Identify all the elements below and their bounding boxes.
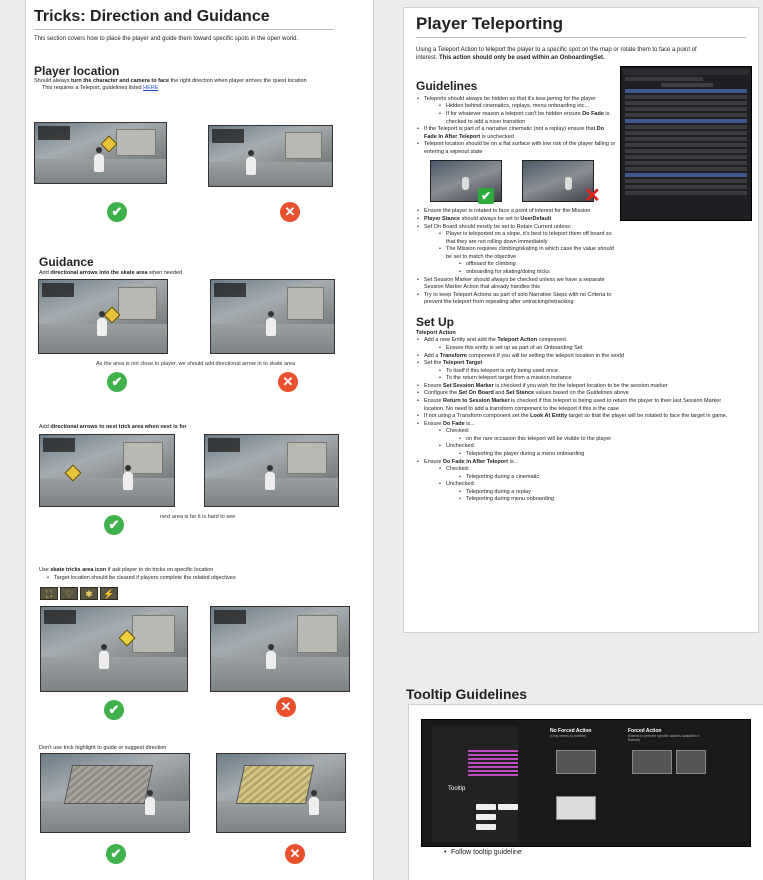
text-run: component. [537, 337, 568, 344]
sub-list [438, 345, 741, 353]
text-run: is checked if you wish for the teleport location to be the session marker [493, 382, 668, 389]
list-item [438, 111, 618, 126]
text-run: Add [39, 424, 51, 430]
building [287, 442, 327, 474]
inspector-row [625, 101, 747, 105]
player-character [145, 797, 155, 815]
setup-list [416, 337, 741, 504]
trick-icon-bullets [46, 575, 346, 583]
sub-list [438, 368, 741, 383]
rooftop [63, 765, 153, 804]
text-run: when needed [147, 270, 183, 276]
heart-trick-icon: ♡ [60, 587, 78, 600]
list-item [416, 459, 741, 504]
inspector-row [625, 77, 703, 81]
text-run: Ensure [424, 397, 443, 404]
inspector-panel-screenshot [620, 66, 752, 221]
red-x-icon: ✕ [584, 185, 601, 208]
example-thumbnail [676, 750, 706, 774]
street-area [211, 657, 349, 691]
trick-area-icon: ⛶ [40, 587, 58, 600]
page-title: Player Teleporting [416, 14, 564, 33]
highlight-good-screenshot [40, 753, 190, 833]
text-run: This requires a Teleport, guidelines listed [42, 85, 144, 92]
text-run: is... [464, 420, 475, 427]
list-item: • Ensure the player is rotated to face a point of interest for the Mission [416, 208, 616, 216]
text-run: is checked if this teleport is being used to return the player to their last Session Marker location. No need to add a transform component to the teleport if this is the case [424, 397, 722, 412]
text-bold: Transform [439, 352, 467, 359]
list-item [416, 413, 741, 421]
hud-panel [42, 283, 74, 297]
text-bold: Do Fade in After Teleport [442, 458, 509, 465]
column-subheading: (Needs to perform specific actions available in feature) [628, 734, 700, 742]
text-run: If for whatever reason a teleport can't be hidden ensure [446, 110, 583, 117]
bad-location-screenshot [208, 125, 333, 187]
sub-list [438, 466, 741, 504]
check-icon: ✔ [106, 844, 126, 864]
text-run: is checked to add a nicer transition [446, 110, 610, 125]
next-trick-caption: next area is far it is hard to see [160, 514, 236, 520]
tooltip-bullets [443, 848, 643, 858]
street-area [41, 801, 189, 832]
player-character [462, 177, 469, 190]
building [287, 287, 324, 320]
tooltip-guidelines-page [409, 705, 763, 880]
hud-panel [212, 129, 244, 143]
text-bold: directional arrows into the skate area [50, 270, 148, 276]
inspector-row [625, 155, 747, 159]
player-character [99, 651, 109, 669]
inspector-row [625, 113, 747, 117]
trick-icon-good-screenshot [40, 606, 188, 692]
text-run: Ensure [424, 382, 443, 389]
list-item: • Teleporting during a replay [458, 489, 741, 497]
text-run: component if you will be setting the teleport location in the world [466, 352, 624, 359]
building [118, 287, 156, 320]
inspector-row [625, 167, 747, 171]
text-run: Ensure [424, 420, 443, 427]
text-bold: turn the character and camera to face [71, 78, 170, 84]
text-run: Checked: [446, 466, 470, 473]
title-divider [416, 37, 746, 38]
text-bold: skate tricks area icon [50, 567, 107, 573]
list-item: • offboard for climbing [458, 261, 618, 269]
inspector-row-highlight [625, 119, 747, 123]
list-item [416, 224, 616, 277]
list-item: • Teleporting during menu onboarding [458, 496, 741, 504]
building [285, 132, 322, 159]
text-run: should always be set to [460, 215, 521, 222]
list-item: • To itself if this teleport is only being used once [438, 368, 741, 376]
teleport-reference [34, 85, 365, 92]
list-item: • Hidden behind cinematics, replays, menu onboarding etc... [438, 103, 618, 111]
bolt-trick-icon: ⚡ [100, 587, 118, 600]
player-character [123, 472, 133, 490]
list-item: • on the rare occasion this teleport will be visible to the player [458, 436, 741, 444]
list-item [438, 246, 618, 276]
text-run: Add a new Entity and add the [424, 337, 498, 344]
direction-arrow [101, 136, 118, 153]
player-character [266, 318, 276, 336]
hud-panel [43, 438, 75, 452]
list-item [438, 466, 741, 481]
list-item: • Ensure this entity is set up as part of an Onboarding Set [438, 345, 741, 353]
no-forced-action-column [550, 728, 622, 838]
inspector-row [625, 143, 747, 147]
list-item [416, 216, 616, 224]
column-heading: No Forced Action [550, 728, 592, 734]
player-character [97, 318, 107, 336]
spec-note-line [468, 762, 518, 764]
text-bold: Set Stance [505, 390, 535, 397]
cross-icon: ✕ [280, 202, 300, 222]
list-item [416, 421, 741, 459]
list-item [438, 428, 741, 443]
check-icon: ✔ [104, 515, 124, 535]
text-run: values based on the Guidelines above [534, 390, 629, 397]
spec-note-line [468, 758, 518, 760]
sub-list [438, 231, 618, 276]
text-run: is unchecked [480, 133, 514, 140]
player-character [94, 154, 104, 172]
inspector-row [625, 185, 747, 189]
hud-panel [214, 283, 246, 297]
building [132, 615, 176, 653]
example-thumbnail [556, 750, 596, 774]
next-trick-text [39, 424, 359, 431]
spec-note-line [468, 750, 518, 752]
intro-text: This section covers how to place the player and guide them toward specific spots in the open world. [34, 36, 299, 42]
forced-action-column [628, 728, 700, 838]
sub-list [438, 428, 741, 458]
example-thumbnail [632, 750, 672, 774]
tooltip-guidelines-title: Tooltip Guidelines [406, 686, 528, 702]
text-run: Should always [34, 78, 71, 84]
text-run: Set On Board should mostly be set to Retain Current unless: [424, 223, 572, 230]
sub-sub-list [458, 474, 741, 482]
list-item: • Teleport location should be on a flat surface with low risk of the player falling or entering a wipeout state [416, 141, 616, 156]
teleport-action-subheading: Teleport Action [416, 329, 456, 336]
list-item [438, 443, 741, 458]
trick-icon-text [39, 567, 359, 574]
list-item: • Target location should be cleared if players complete the related objectives [46, 575, 346, 583]
inspector-header [623, 69, 749, 75]
text-run: Using a Teleport Action to teleport the player to a specific spot on the map or rotate them to face a point of interest. [416, 47, 697, 62]
text-bold: directional arrows to next trick area when next is for [50, 424, 187, 430]
cross-icon: ✕ [278, 372, 298, 392]
player-character [246, 157, 256, 175]
highlight-bad-screenshot [216, 753, 346, 833]
list-item [416, 383, 741, 391]
text-bold: Teleport Target [442, 360, 483, 367]
inspector-row [625, 125, 747, 129]
text-bold: Player Stance [424, 215, 461, 222]
street-area [41, 657, 187, 691]
building [297, 615, 338, 653]
text-bold: This action should only be used within an OnboardingSet. [439, 55, 605, 62]
guidance-text [39, 270, 359, 277]
text-bold: Do Fade [582, 110, 604, 117]
text-run: Configure the [424, 390, 459, 397]
spec-note-line [468, 774, 518, 776]
column-heading: Forced Action [628, 728, 662, 734]
list-item: • Set Session Marker should always be checked unless we have a separate Session Marker Action that already handles this [416, 277, 616, 292]
good-location-screenshot [34, 122, 167, 184]
list-item: • Teleporting the player during a menu onboarding [458, 451, 741, 459]
tooltip-label-panel [432, 726, 518, 842]
inspector-row [625, 149, 747, 153]
list-item: • onboarding for skating/doing tricks [458, 269, 618, 277]
cross-icon: ✕ [276, 697, 296, 717]
text-run: and [493, 390, 506, 397]
list-item [416, 398, 741, 413]
player-character [309, 797, 319, 815]
guidance-heading: Guidance [39, 255, 94, 269]
tooltip-sample-box [476, 804, 496, 810]
skate-area-arrow-screenshot [38, 279, 168, 354]
cross-icon: ✕ [285, 844, 305, 864]
text-run: the right direction when player arrives the quest location [169, 78, 307, 84]
example-thumbnail [556, 796, 596, 820]
text-run: Use [39, 567, 51, 573]
guidance-caption: As the area is not close to player, we should add directional arrow in to skate area [96, 361, 296, 367]
text-bold: Look At Entity [530, 413, 568, 420]
text-run: Ensure [424, 458, 443, 465]
sub-list [438, 103, 618, 126]
inspector-row [625, 95, 747, 99]
text-run: is... [508, 458, 519, 465]
text-run: if ask player to do tricks on specific location [106, 567, 214, 573]
text-bold: Return to Session Marker [442, 397, 510, 404]
check-icon: ✔ [107, 202, 127, 222]
tooltip-sample-box [476, 824, 496, 830]
tooltip-label: Tooltip [448, 786, 466, 792]
player-location-text [34, 78, 365, 85]
text-run: Teleports should always be hidden so that it's less jarring for the player [424, 95, 596, 102]
inspector-row [625, 107, 747, 111]
text-run: If the Teleport is part of a narrative cinematic (not a replay) ensure that [424, 126, 597, 133]
setup-heading: Set Up [416, 314, 455, 329]
list-item: • Teleporting during a cinematic [458, 474, 741, 482]
intro-text [416, 46, 716, 63]
list-item: • To the return teleport target from a mission instance [438, 375, 741, 383]
hud-panel [38, 126, 70, 140]
list-item: • Player is teleported on a slope, it's best to teleport them off board so that they are not rolling down immediately [438, 231, 618, 246]
skate-area-no-arrow-screenshot [210, 279, 335, 354]
trick-icon-bad-screenshot [210, 606, 350, 692]
player-character [265, 472, 275, 490]
page-title: Tricks: Direction and Guidance [34, 8, 270, 25]
list-item [416, 360, 741, 383]
highlight-text: Don't use trick highlight to guide or suggest direction [39, 745, 167, 751]
here-link[interactable]: HERE [143, 85, 159, 92]
list-item [416, 126, 616, 141]
spec-note-line [468, 770, 518, 772]
sub-sub-list [458, 436, 741, 444]
text-run: Add [39, 270, 51, 276]
inspector-row [625, 191, 747, 195]
text-run: target so that the player will be rotated to face the target in game. [567, 413, 728, 420]
column-subheading: (Only needs to confirm) [550, 734, 587, 738]
hud-panel [208, 438, 240, 452]
guidelines-heading: Guidelines [416, 78, 478, 93]
text-bold: UserDefault [520, 215, 552, 222]
check-icon: ✔ [107, 372, 127, 392]
list-item [416, 337, 741, 352]
list-item [416, 96, 616, 126]
tooltip-guideline-screenshot [421, 719, 751, 847]
star-trick-icon: ✱ [80, 587, 98, 600]
text-bold: Do Fade In After Teleport [424, 126, 604, 140]
guidelines-list [416, 96, 616, 157]
player-location-heading: Player location [34, 64, 120, 78]
hud-panel [214, 610, 246, 624]
add-component-row [661, 83, 713, 87]
list-item: • Follow tooltip guideline [443, 848, 643, 858]
list-item [416, 353, 741, 361]
list-item: • Try to keep Teleport Actions as part of solo Narrative Steps with no Criteria to prevent the teleport from repeating after untracking/retracking [416, 292, 616, 307]
building [116, 129, 155, 156]
spec-note-line [468, 766, 518, 768]
player-character [266, 651, 276, 669]
list-item [438, 481, 741, 504]
inspector-row [625, 137, 747, 141]
text-run: Checked: [446, 428, 470, 435]
street-area [217, 801, 345, 832]
sub-sub-list [458, 489, 741, 504]
text-run: Add a [424, 352, 440, 359]
text-bold: Set Session Marker [442, 382, 494, 389]
inspector-row-highlight [625, 89, 747, 93]
text-run: The Mission requires climbing/skating in which case the value should be set to match the objective [446, 246, 614, 260]
text-bold: Set On Board [458, 390, 494, 397]
tooltip-spec-notes [468, 748, 518, 778]
inspector-row [625, 131, 747, 135]
guidelines-list-continued [416, 208, 616, 307]
sub-sub-list [458, 261, 618, 276]
inspector-row [625, 161, 747, 165]
text-run: Set the [424, 360, 443, 367]
tricks-direction-page [26, 0, 373, 880]
player-character [565, 177, 572, 190]
text-run: Unchecked: [446, 443, 476, 450]
text-bold: Do Fade [442, 420, 465, 427]
text-run: Unchecked: [446, 481, 476, 488]
tooltip-sample-box [476, 814, 496, 820]
inspector-row-highlight [625, 173, 747, 177]
trick-icons-row [40, 587, 118, 600]
title-divider [34, 29, 334, 30]
highlighted-rooftop [236, 765, 315, 804]
green-check-icon: ✔ [478, 188, 494, 204]
check-icon: ✔ [104, 700, 124, 720]
inspector-row [625, 179, 747, 183]
list-item [416, 390, 741, 398]
next-trick-arrow-screenshot [39, 434, 175, 507]
hud-panel [44, 610, 76, 624]
tooltip-sample-box [498, 804, 518, 810]
text-run: If not using a Transform component set the [424, 413, 531, 420]
street-area [209, 162, 332, 186]
street-area [40, 478, 174, 506]
next-trick-no-arrow-screenshot [204, 434, 339, 507]
sub-sub-list [458, 451, 741, 459]
player-teleporting-page [404, 8, 758, 632]
spec-note-line [468, 754, 518, 756]
text-bold: Teleport Action [497, 337, 538, 344]
